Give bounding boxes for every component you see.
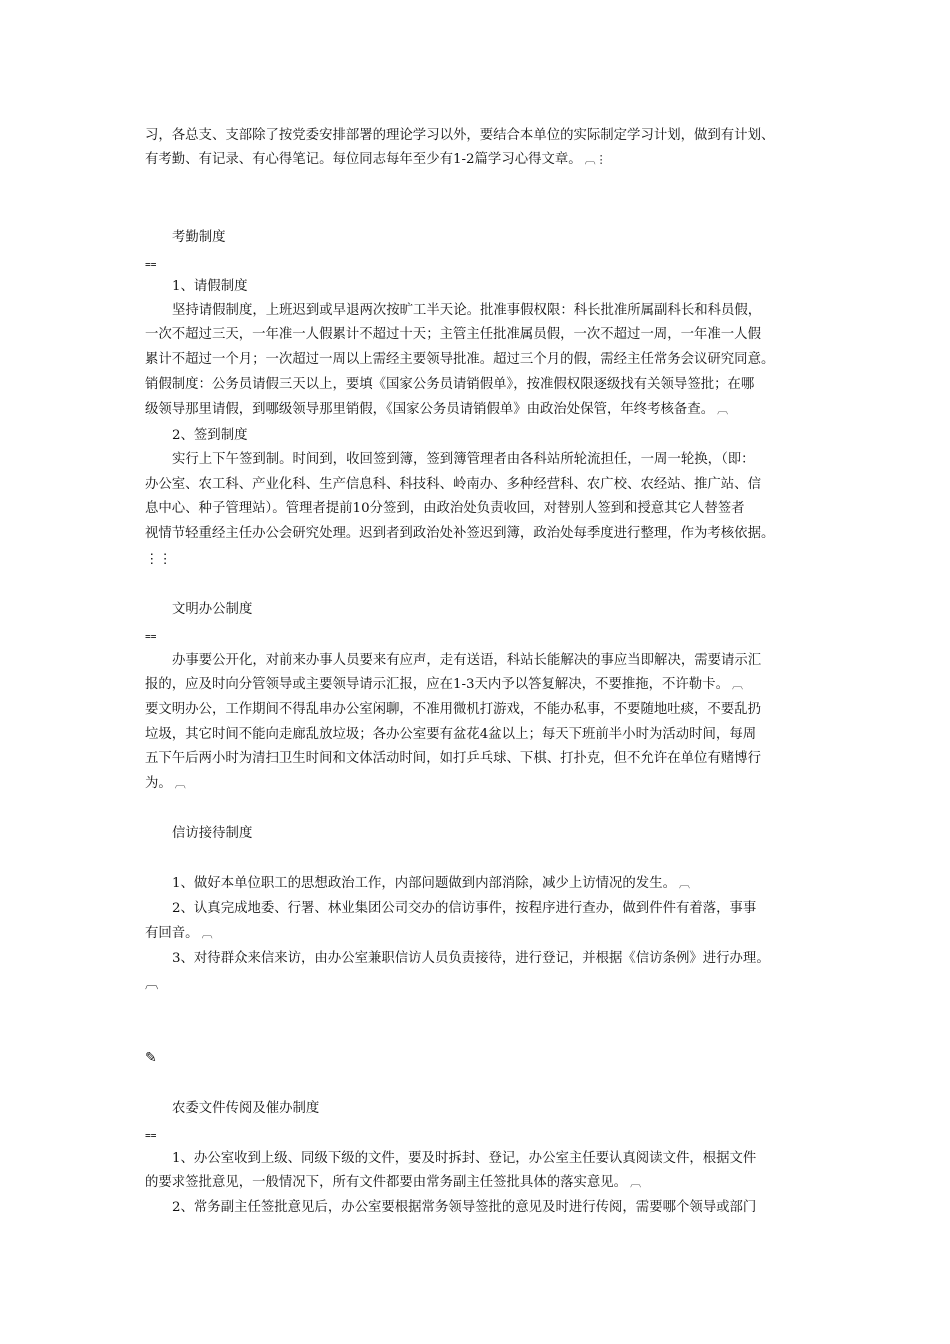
format-mark-icon: ⩵ xyxy=(145,259,157,270)
section-title-petition: 信访接待制度 xyxy=(172,826,253,841)
intro-line-2 xyxy=(145,151,607,169)
paragraph-mark-icon: ︹ xyxy=(731,678,743,691)
documents-item-1-line-2 xyxy=(145,1174,641,1192)
intro-line-1: 习，各总支、支部除了按党委安排部署的理论学习以外，要结合本单位的实际制定学习计划，做到有计划、 xyxy=(145,128,775,143)
petition-item-1 xyxy=(172,875,690,893)
leave-line-3: 累计不超过一个月；一次超过一周以上需经主要领导批准。超过三个月的假，需经主任常务会议研究同意。 xyxy=(145,352,775,367)
documents-item-2-line-1: 2、常务副主任签批意见后，办公室要根据常务领导签批的意见及时进行传阅，需要哪个领导或部门 xyxy=(172,1200,757,1215)
signin-line-1: 实行上下午签到制。时间到，收回签到簿，签到簿管理者由各科站所轮流担任，一周一轮换，（即： xyxy=(172,452,755,467)
office-para1-text: 报的，应及时向分管领导或主要领导请示汇报，应在1-3天内予以答复解决，不要推拖，不许勒卡。 xyxy=(145,677,729,692)
format-mark-icon: ⩵ xyxy=(145,1130,157,1141)
intro-text: 有考勤、有记录、有心得笔记。每位同志每年至少有1-2篇学习心得文章。 xyxy=(145,152,582,167)
leave-line-2: 一次不超过三天，一年准一人假累计不超过十天；主管主任批准属员假，一次不超过一周，一年准一人假 xyxy=(145,327,761,342)
paragraph-mark-icon: ︹ xyxy=(174,777,186,790)
office-para2-line-3: 五下午后两小时为清扫卫生时间和文体活动时间，如打乒乓球、下棋、打扑克，但不允许在单位有赌博行 xyxy=(145,751,761,766)
office-para2-text: 为。 xyxy=(145,776,172,791)
subheading-signin: 2、签到制度 xyxy=(172,428,248,443)
signin-line-2: 办公室、农工科、产业化科、生产信息科、科技科、岭南办、多种经营科、农广校、农经站、推广站、信 xyxy=(145,477,761,492)
paragraph-mark-icon: ︹ xyxy=(201,927,213,940)
signin-line-3: 息中心、种子管理站）。管理者提前10分签到，由政治处负责收回，对替别人签到和授意其它人替签者 xyxy=(145,501,745,516)
subheading-leave: 1、请假制度 xyxy=(172,279,248,294)
office-para1-line-1: 办事要公开化，对前来办事人员要来有应声，走有送语，科站长能解决的事应当即解决，需要请示汇 xyxy=(172,653,762,668)
paragraph-mark-icon: ︹⋮ xyxy=(584,153,607,166)
petition-item-2-text: 有回音。 xyxy=(145,926,199,941)
petition-item-2-line-2 xyxy=(145,925,213,943)
documents-item-1-line-1: 1、办公室收到上级、同级下级的文件，要及时拆封、登记，办公室主任要认真阅读文件，根据文件 xyxy=(172,1151,757,1166)
paragraph-mark-icon: ︹ xyxy=(717,403,729,416)
signin-line-4: 视情节轻重经主任办公会研究处理。迟到者到政治处补签迟到簿，政治处每季度进行整理，作为考核依据。 xyxy=(145,526,775,541)
petition-item-1-text: 1、做好本单位职工的思想政治工作，内部问题做到内部消除，减少上访情况的发生。 xyxy=(172,876,676,891)
pen-icon: ✎ xyxy=(145,1050,157,1066)
paragraph-mark-icon: ︹ xyxy=(678,877,690,890)
paragraph-mark-icon: ︹ xyxy=(145,977,159,992)
leave-line-1: 坚持请假制度，上班迟到或早退两次按旷工半天论。批准事假权限：科长批准所属副科长和科员假， xyxy=(172,303,762,318)
leave-line-5 xyxy=(145,401,728,419)
paragraph-mark-icon: ⋮⋮ xyxy=(145,552,172,567)
office-para2-line-1: 要文明办公，工作期间不得乱串办公室闲聊，不准用微机打游戏，不能办私事，不要随地吐痰，不要乱扔 xyxy=(145,702,761,717)
petition-item-2-line-1: 2、认真完成地委、行署、林业集团公司交办的信访事件，按程序进行查办，做到件件有着落，事事 xyxy=(172,901,757,916)
office-para2-line-2: 垃圾，其它时间不能向走廊乱放垃圾；各办公室要有盆花4盆以上；每天下班前半小时为活动时间，每周 xyxy=(145,727,757,742)
format-mark-icon: ⩵ xyxy=(145,631,157,642)
petition-item-3: 3、对待群众来信来访，由办公室兼职信访人员负责接待，进行登记，并根据《信访条例》进行办理。 xyxy=(172,951,770,966)
section-title-documents: 农委文件传阅及催办制度 xyxy=(172,1101,320,1116)
office-para2-line-4 xyxy=(145,775,186,793)
documents-item-1-text: 的要求签批意见，一般情况下，所有文件都要由常务副主任签批具体的落实意见。 xyxy=(145,1175,628,1190)
section-title-attendance: 考勤制度 xyxy=(172,230,226,245)
office-para1-line-2 xyxy=(145,676,743,694)
leave-line-4: 销假制度：公务员请假三天以上，要填《国家公务员请销假单》，按准假权限逐级找有关领导签批；在哪 xyxy=(145,377,755,392)
paragraph-mark-icon: ︹ xyxy=(630,1176,642,1189)
section-title-civilized-office: 文明办公制度 xyxy=(172,602,253,617)
leave-text: 级领导那里请假，到哪级领导那里销假，《国家公务员请销假单》由政治处保管，年终考核备查。 xyxy=(145,402,715,417)
